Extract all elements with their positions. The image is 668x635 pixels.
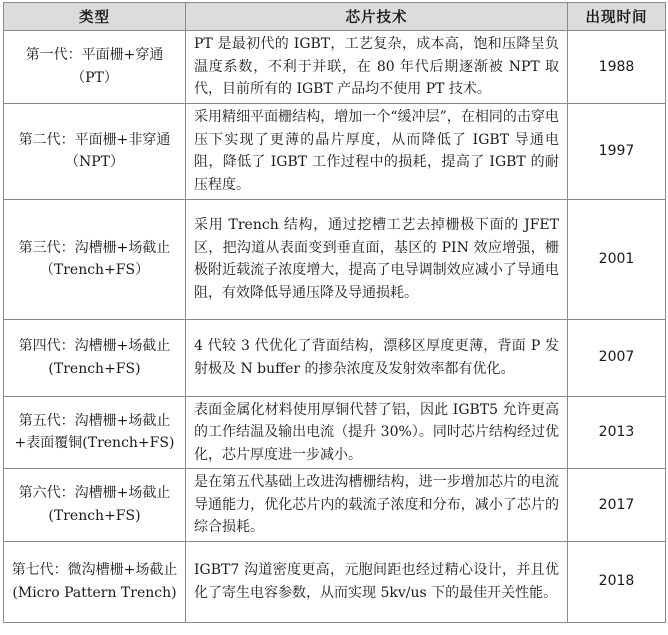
year-cell: 1997	[568, 103, 666, 199]
igbt-generations-table-container	[3, 2, 665, 623]
table-row	[4, 103, 666, 199]
header-type: 类型	[4, 3, 186, 31]
generation-cell: 第五代：沟槽栅+场截止+表面覆铜(Trench+FS)	[4, 396, 186, 469]
tech-cell: IGBT7 沟道密度更高，元胞间距也经过精心设计，并且优化了寄生电容参数，从而实现 5kv/us 下的最佳开关性能。	[186, 541, 568, 622]
tech-cell: PT 是最初代的 IGBT，工艺复杂，成本高，饱和压降呈负温度系数，不利于并联，在 80 年代后期逐渐被 NPT 取代，目前所有的 IGBT 产品均不使用 PT 技术。	[186, 31, 568, 104]
header-row	[4, 3, 666, 31]
header-year: 出现时间	[568, 3, 666, 31]
tech-cell: 采用 Trench 结构，通过挖槽工艺去掉栅极下面的 JFET 区，把沟道从表面变到垂直面，基区的 PIN 效应增强，栅极附近载流子浓度增大，提高了电导调制效应减小了导通电阻，有效降低导通压降及导通损耗。	[186, 199, 568, 319]
generation-cell: 第六代：沟槽栅+场截止(Trench+FS)	[4, 469, 186, 542]
year-cell: 1988	[568, 31, 666, 104]
tech-cell: 是在第五代基础上改进沟槽栅结构，进一步增加芯片的电流导通能力，优化芯片内的载流子浓度和分布，减小了芯片的综合损耗。	[186, 469, 568, 542]
generation-cell: 第七代：微沟槽栅+场截止(Micro Pattern Trench)	[4, 541, 186, 622]
tech-cell: 4 代较 3 代优化了背面结构，漂移区厚度更薄，背面 P 发射极及 N buffer 的掺杂浓度及发射效率都有优化。	[186, 319, 568, 396]
table-row	[4, 469, 666, 542]
table-row	[4, 31, 666, 104]
table-row	[4, 396, 666, 469]
table-row	[4, 541, 666, 622]
year-cell: 2001	[568, 199, 666, 319]
tech-cell: 采用精细平面栅结构，增加一个“缓冲层”，在相同的击穿电压下实现了更薄的晶片厚度，从而降低了 IGBT 导通电阻，降低了 IGBT 工作过程中的损耗，提高了 IGBT 的耐压程度。	[186, 103, 568, 199]
year-cell: 2013	[568, 396, 666, 469]
tech-cell: 表面金属化材料使用厚铜代替了铝，因此 IGBT5 允许更高的工作结温及输出电流（提升 30%）。同时芯片结构经过优化，芯片厚度进一步减小。	[186, 396, 568, 469]
generation-cell: 第三代：沟槽栅+场截止（Trench+FS）	[4, 199, 186, 319]
table-row	[4, 319, 666, 396]
generation-cell: 第一代：平面栅+穿通（PT）	[4, 31, 186, 104]
generation-cell: 第二代：平面栅+非穿通（NPT）	[4, 103, 186, 199]
year-cell: 2018	[568, 541, 666, 622]
year-cell: 2017	[568, 469, 666, 542]
year-cell: 2007	[568, 319, 666, 396]
table-row	[4, 199, 666, 319]
igbt-generations-table	[3, 2, 666, 623]
header-chip-tech: 芯片技术	[186, 3, 568, 31]
generation-cell: 第四代：沟槽栅+场截止(Trench+FS)	[4, 319, 186, 396]
